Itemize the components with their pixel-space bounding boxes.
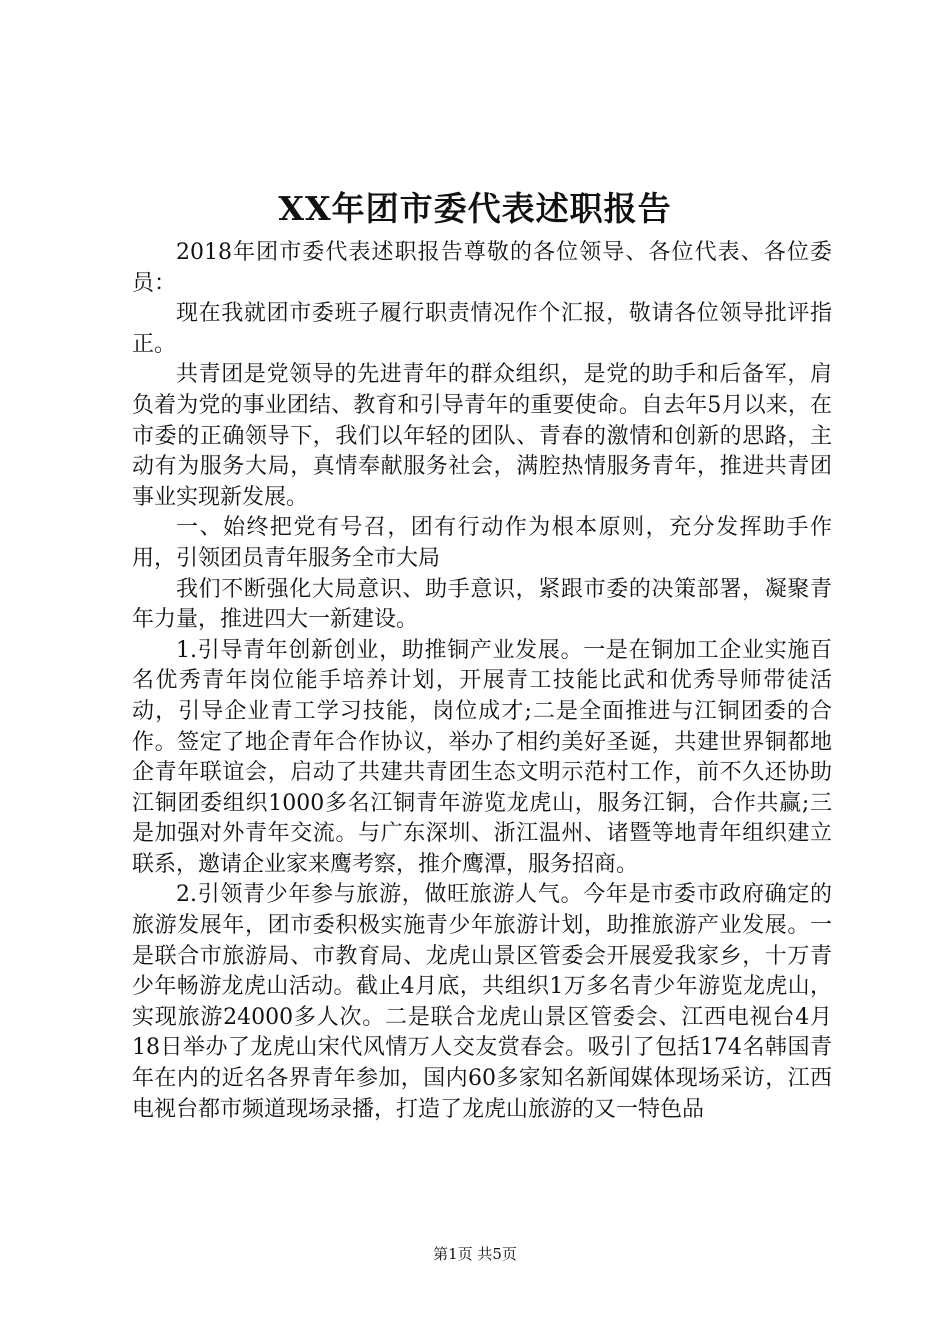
paragraph-item-2: 2.引领青少年参与旅游，做旺旅游人气。今年是市委市政府确定的旅游发展年，团市委积极实施青少年旅游计划，助推旅游产业发展。一是联合市旅游局、市教育局、龙虎山景区管委会开展爱我家乡，十万青少年畅游龙虎山活动。截止4月底，共组织1万多名青少年游览龙虎山，实现旅游24000多人次。二是联合龙虎山景区管委会、江西电视台4月18日举办了龙虎山宋代风情万人交友赏春会。吸引了包括174名韩国青年在内的近名各界青年参加，国内60多家知名新闻媒体现场采访，江西电视台都市频道现场录播，打造了龙虎山旅游的又一特色品 — [132, 882, 832, 1122]
page-footer: 第1页 共5页 — [433, 1245, 517, 1263]
document-title: XX年团市委代表述职报告 — [278, 189, 672, 228]
section-heading-1: 一、始终把党有号召，团有行动作为根本原则，充分发挥助手作用，引领团员青年服务全市大局 — [132, 515, 832, 571]
paragraph-overview: 共青团是党领导的先进青年的群众组织，是党的助手和后备军，肩负着为党的事业团结、教育和引导青年的重要使命。自去年5月以来，在市委的正确领导下，我们以年轻的团队、青春的激情和创新的思路，主动有为服务大局，真情奉献服务社会，满腔热情服务青年，推进共青团事业实现新发展。 — [132, 362, 832, 510]
paragraph-section-1-intro: 我们不断强化大局意识、助手意识，紧跟市委的决策部署，凝聚青年力量，推进四大一新建设。 — [132, 576, 832, 633]
document-body — [132, 238, 832, 1125]
paragraph-item-1: 1.引导青年创新创业，助推铜产业发展。一是在铜加工企业实施百名优秀青年岗位能手培养计划，开展青工技能比武和优秀导师带徒活动，引导企业青工学习技能，岗位成才;二是全面推进与江铜团委的合作。签定了地企青年合作协议，举办了相约美好圣诞，共建世界铜都地企青年联谊会，启动了共建共青团生态文明示范村工作，前不久还协助江铜团委组织1000多名江铜青年游览龙虎山，服务江铜，合作共赢;三是加强对外青年交流。与广东深圳、浙江温州、诸暨等地青年组织建立联系，邀请企业家来鹰考察，推介鹰潭，服务招商。 — [132, 637, 832, 877]
paragraph-intro: 现在我就团市委班子履行职责情况作个汇报，敬请各位领导批评指正。 — [132, 301, 832, 357]
paragraph-salutation: 2018年团市委代表述职报告尊敬的各位领导、各位代表、各位委员： — [132, 240, 832, 296]
